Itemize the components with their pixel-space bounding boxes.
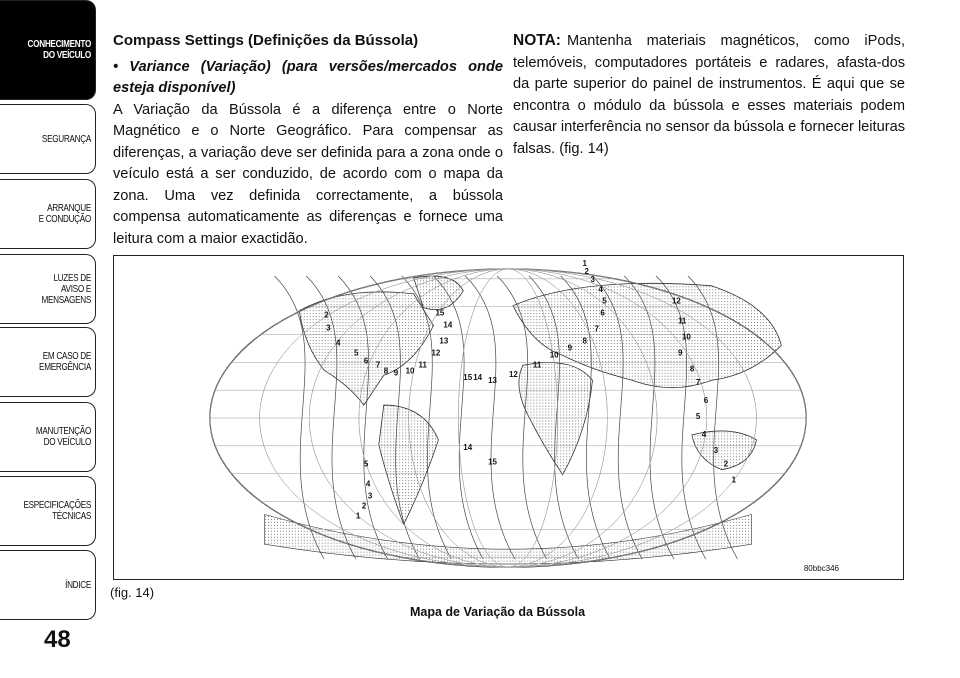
zone-number-label: 6	[703, 396, 709, 406]
figure-code: 80bbc346	[803, 564, 839, 573]
chapter-tab-3[interactable]	[0, 254, 96, 324]
zone-number-label: 7	[594, 324, 599, 334]
zone-number-label: 9	[567, 343, 573, 353]
zone-number-label: 12	[431, 348, 441, 358]
page-number: 48	[44, 626, 71, 653]
zone-number-label: 3	[713, 445, 719, 455]
zone-number-label: 2	[361, 501, 367, 511]
left-column	[113, 30, 503, 250]
chapter-tab-label: EM CASO DE EMERGÊNCIA	[39, 350, 91, 373]
zone-number-label: 15	[488, 457, 497, 467]
zone-number-label: 11	[418, 360, 427, 370]
zone-number-label: 4	[598, 284, 603, 294]
zone-number-label: 10	[405, 366, 415, 376]
zone-number-label: 4	[336, 338, 341, 348]
zone-number-label: 7	[695, 378, 701, 388]
zone-number-label: 4	[365, 479, 371, 489]
chapter-tab-label: CONHECIMENTO DO VEÍCULO	[27, 38, 91, 61]
zone-number-label: 1	[731, 475, 737, 485]
zone-number-label: 13	[488, 376, 497, 386]
zone-number-label: 8	[383, 366, 389, 376]
right-column	[513, 30, 905, 160]
chapter-tab-label: LUZES DE AVISO E MENSAGENS	[41, 271, 91, 306]
zone-number-label: 14	[463, 442, 473, 452]
body-paragraph: A Variação da Bússola é a diferença entre o Norte Magnético e o Norte Geográfico. Para compensar as diferenças, a variação deve ser definida para a zona onde o veículo está a ser conduzido, de acordo com o mapa da zona. Uma vez definida correctamente, a bússola compensa automaticamente as diferenças e fornece uma leitura com a maior exactidão.	[113, 101, 503, 247]
zone-number-label: 12	[508, 370, 518, 380]
chapter-tab-label: ARRANQUE E CONDUÇÃO	[38, 202, 91, 225]
zone-number-label: 6	[600, 308, 605, 318]
zone-number-label: 3	[367, 491, 373, 501]
world-variation-map	[114, 256, 903, 579]
chapter-tab-label: ESPECIFICAÇÕES TÉCNICAS	[23, 499, 91, 522]
zone-number-label: 9	[677, 348, 683, 358]
note-paragraph	[513, 30, 905, 160]
zone-number-label: 2	[723, 459, 729, 469]
chapter-tab-5[interactable]	[0, 402, 96, 472]
figure-reference: (fig. 14)	[110, 585, 155, 600]
chapter-tab-label: SEGURANÇA	[41, 132, 91, 145]
section-heading: Compass Settings (Definições da Bússola)	[113, 32, 419, 49]
zone-number-label: 4	[701, 429, 707, 439]
zone-number-label: 5	[363, 459, 369, 469]
zone-number-label: 2	[584, 266, 589, 276]
chapter-tab-label: ÍNDICE	[65, 578, 91, 591]
zone-number-label: 14	[473, 373, 483, 383]
note-label: NOTA:	[513, 32, 561, 49]
chapter-tab-6[interactable]	[0, 476, 96, 546]
zone-number-label: 13	[439, 336, 449, 346]
chapter-tab-label: MANUTENÇÃO DO VEÍCULO	[35, 425, 91, 448]
zone-number-label: 3	[590, 274, 595, 284]
chapter-tab-0[interactable]	[0, 0, 96, 100]
zone-number-label: 5	[602, 296, 607, 306]
zone-number-label: 9	[393, 368, 399, 378]
zone-number-label: 12	[671, 296, 681, 306]
bullet-item: • Variance (Variação) (para versões/mercados onde esteja disponível)	[113, 58, 503, 96]
zone-number-label: 7	[375, 360, 381, 370]
zone-number-label: 10	[681, 332, 691, 342]
note-text: Mantenha materiais magnéticos, como iPods, telemóveis, computadores portáteis e radares, afasta-dos da parte superior do painel de instrumentos. É aqui que se encontra o módulo da bússola e esses materiais podem causar interferência no sensor da bússola e fornecer leituras falsas. (fig. 14)	[513, 33, 905, 157]
zone-number-label: 15	[435, 308, 445, 318]
zone-number-label: 1	[355, 511, 361, 521]
chapter-tab-1[interactable]	[0, 104, 96, 174]
zone-number-label: 5	[695, 411, 701, 421]
zone-number-label: 8	[689, 364, 695, 374]
chapter-tab-7[interactable]	[0, 550, 96, 620]
chapter-tab-4[interactable]	[0, 327, 96, 397]
zone-number-label: 1	[582, 258, 587, 268]
zone-number-label: 11	[532, 360, 542, 370]
zone-number-label: 11	[677, 316, 687, 326]
zone-number-label: 6	[363, 356, 369, 366]
zone-number-label: 14	[443, 320, 453, 330]
zone-number-label: 15	[463, 373, 473, 383]
zone-number-label: 3	[326, 323, 331, 333]
zone-number-label: 5	[353, 348, 359, 358]
zone-number-label: 2	[324, 310, 329, 320]
zone-number-label: 10	[549, 350, 559, 360]
figure-caption: Mapa de Variação da Bússola	[410, 605, 586, 619]
chapter-tab-2[interactable]	[0, 179, 96, 249]
zone-number-label: 8	[582, 336, 587, 346]
figure-frame	[113, 255, 904, 580]
